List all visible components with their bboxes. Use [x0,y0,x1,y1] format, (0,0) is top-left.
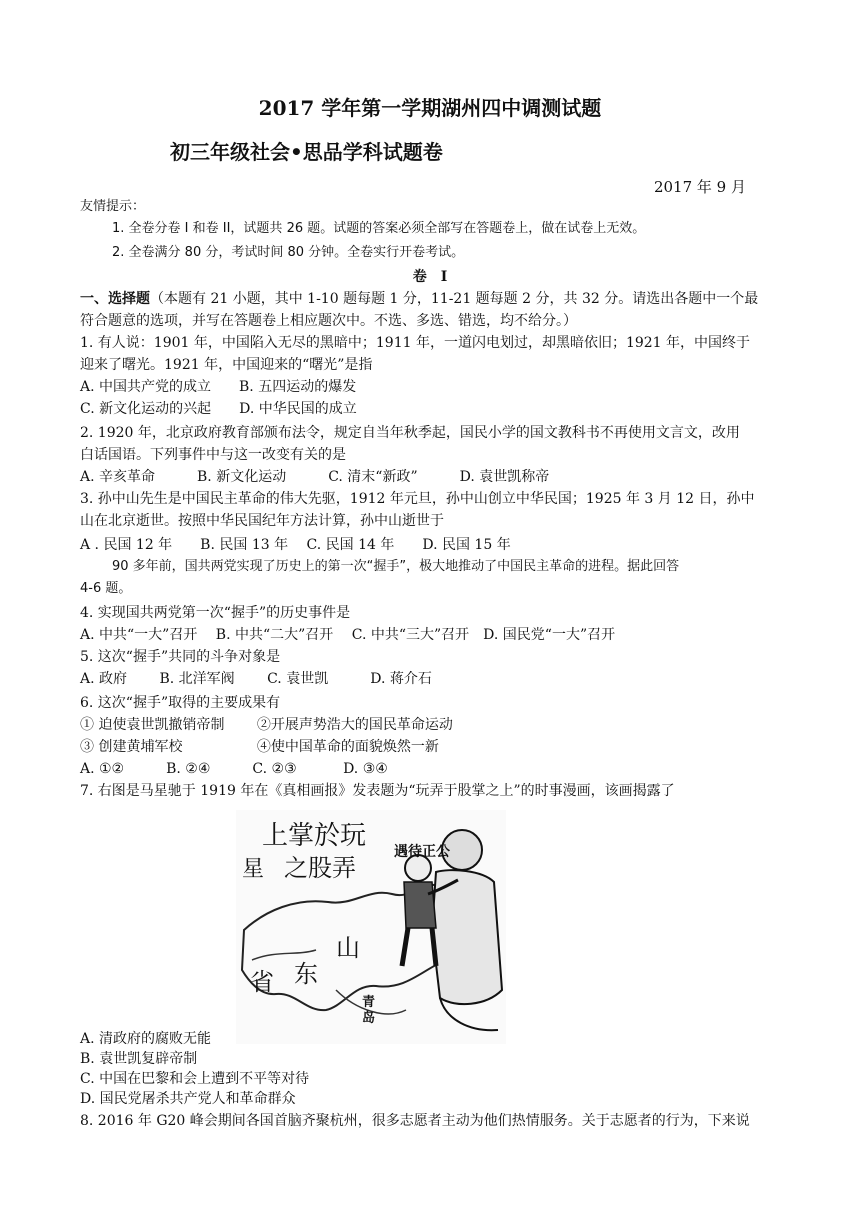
political-cartoon [236,810,506,1044]
q7-option-b: B. 袁世凯复辟帝制 [80,1051,198,1067]
cartoon-title-2: 之股弄 [284,854,356,882]
q5-options: A. 政府 B. 北洋军阀 C. 袁世凯 D. 蒋介石 [80,671,432,687]
page-subtitle: 初三年级社会•思品学科试题卷 [170,140,443,164]
q1-options-ab: A. 中国共产党的成立 B. 五四运动的爆发 [80,379,357,395]
q1-options-cd: C. 新文化运动的兴起 D. 中华民国的成立 [80,401,357,417]
q4-stem: 4. 实现国共两党第一次“握手”的历史事件是 [80,605,351,621]
tips-label: 友情提示： [80,199,146,214]
q2-stem-line-1: 2. 1920 年，北京政府教育部颁布法令，规定自当年秋季起，国民小学的国文教科书不再使用文言文，改用 [80,425,740,441]
section-intro-text: （本题有 21 小题，其中 1-10 题每题 1 分，11-21 题每题 2 分，共 32 分。请选出各题中一个最 [150,291,759,307]
q1-stem-line-1: 1. 有人说：1901 年，中国陷入无尽的黑暗中；1911 年，一道闪电划过，却黑暗依旧；1921 年，中国终于 [80,335,751,351]
cartoon-label-sheng: 省 [250,968,274,996]
q6-options: A. ①② B. ②④ C. ②③ D. ③④ [80,761,388,777]
cartoon-banner: 遇待正公 [394,844,450,860]
section-heading: 一、选择题 [80,291,150,307]
cartoon-signature: 星 [242,857,265,882]
q5-stem: 5. 这次“握手”共同的斗争对象是 [80,649,281,665]
q2-options: A. 辛亥革命 B. 新文化运动 C. 清末“新政” D. 袁世凯称帝 [80,469,550,485]
page-title: 2017 学年第一学期湖州四中调测试题 [258,96,602,120]
q6-statements-12: ① 迫使袁世凯撤销帝制 ②开展声势浩大的国民革命运动 [80,717,453,733]
q4-options: A. 中共“一大”召开 B. 中共“二大”召开 C. 中共“三大”召开 D. 国民党“一大”召开 [80,627,616,643]
q3-options: A . 民国 12 年 B. 民国 13 年 C. 民国 14 年 D. 民国 15 年 [80,537,511,553]
q7-option-d: D. 国民党屠杀共产党人和革命群众 [80,1091,296,1107]
cartoon-label-qing: 青 [362,995,376,1010]
q3-stem-line-2: 山在北京逝世。按照中华民国纪年方法计算，孙中山逝世于 [80,513,444,529]
cartoon-label-dong: 东 [294,960,318,988]
q7-stem: 7. 右图是马星驰于 1919 年在《真相画报》发表题为“玩弄于股掌之上”的时事漫画，该画揭露了 [80,783,675,799]
passage-line-1: 90 多年前，国共两党实现了历史上的第一次“握手”，极大地推动了中国民主革命的进程。据此回答 [112,559,680,574]
q7-option-c: C. 中国在巴黎和会上遭到不平等对待 [80,1071,310,1087]
q7-option-a: A. 清政府的腐败无能 [80,1031,212,1047]
q2-stem-line-2: 白话国语。下列事件中与这一改变有关的是 [80,447,346,463]
q1-stem-line-2: 迎来了曙光。1921 年，中国迎来的“曙光”是指 [80,357,373,373]
cartoon-label-shan: 山 [336,934,360,962]
q6-stem: 6. 这次“握手”取得的主要成果有 [80,695,281,711]
tip-item-2: 2. 全卷满分 80 分，考试时间 80 分钟。全卷实行开卷考试。 [112,245,465,260]
q6-statements-34: ③ 创建黄埔军校 ④使中国革命的面貌焕然一新 [80,739,439,755]
exam-date: 2017 年 9 月 [653,178,746,196]
volume-heading: 卷 I [412,269,448,285]
q3-stem-line-1: 3. 孙中山先生是中国民主革命的伟大先驱，1912 年元旦，孙中山创立中华民国；1925 年 3 月 12 日，孙中 [80,491,755,507]
section-intro-line-1 [80,290,758,308]
cartoon-label-dao: 岛 [362,1011,376,1026]
tip-item-1: 1. 全卷分卷 I 和卷 II，试题共 26 题。试题的答案必须全部写在答题卷上，做在试卷上无效。 [112,221,646,236]
section-intro-line-2: 符合题意的选项，并写在答题卷上相应题次中。不选、多选、错选，均不给分。） [80,313,577,329]
q8-stem-line-1: 8. 2016 年 G20 峰会期间各国首脑齐聚杭州，很多志愿者主动为他们热情服务。关于志愿者的行为，下来说 [80,1113,750,1129]
passage-line-2: 4-6 题。 [80,581,132,596]
cartoon-title-1: 上掌於玩 [262,821,367,851]
